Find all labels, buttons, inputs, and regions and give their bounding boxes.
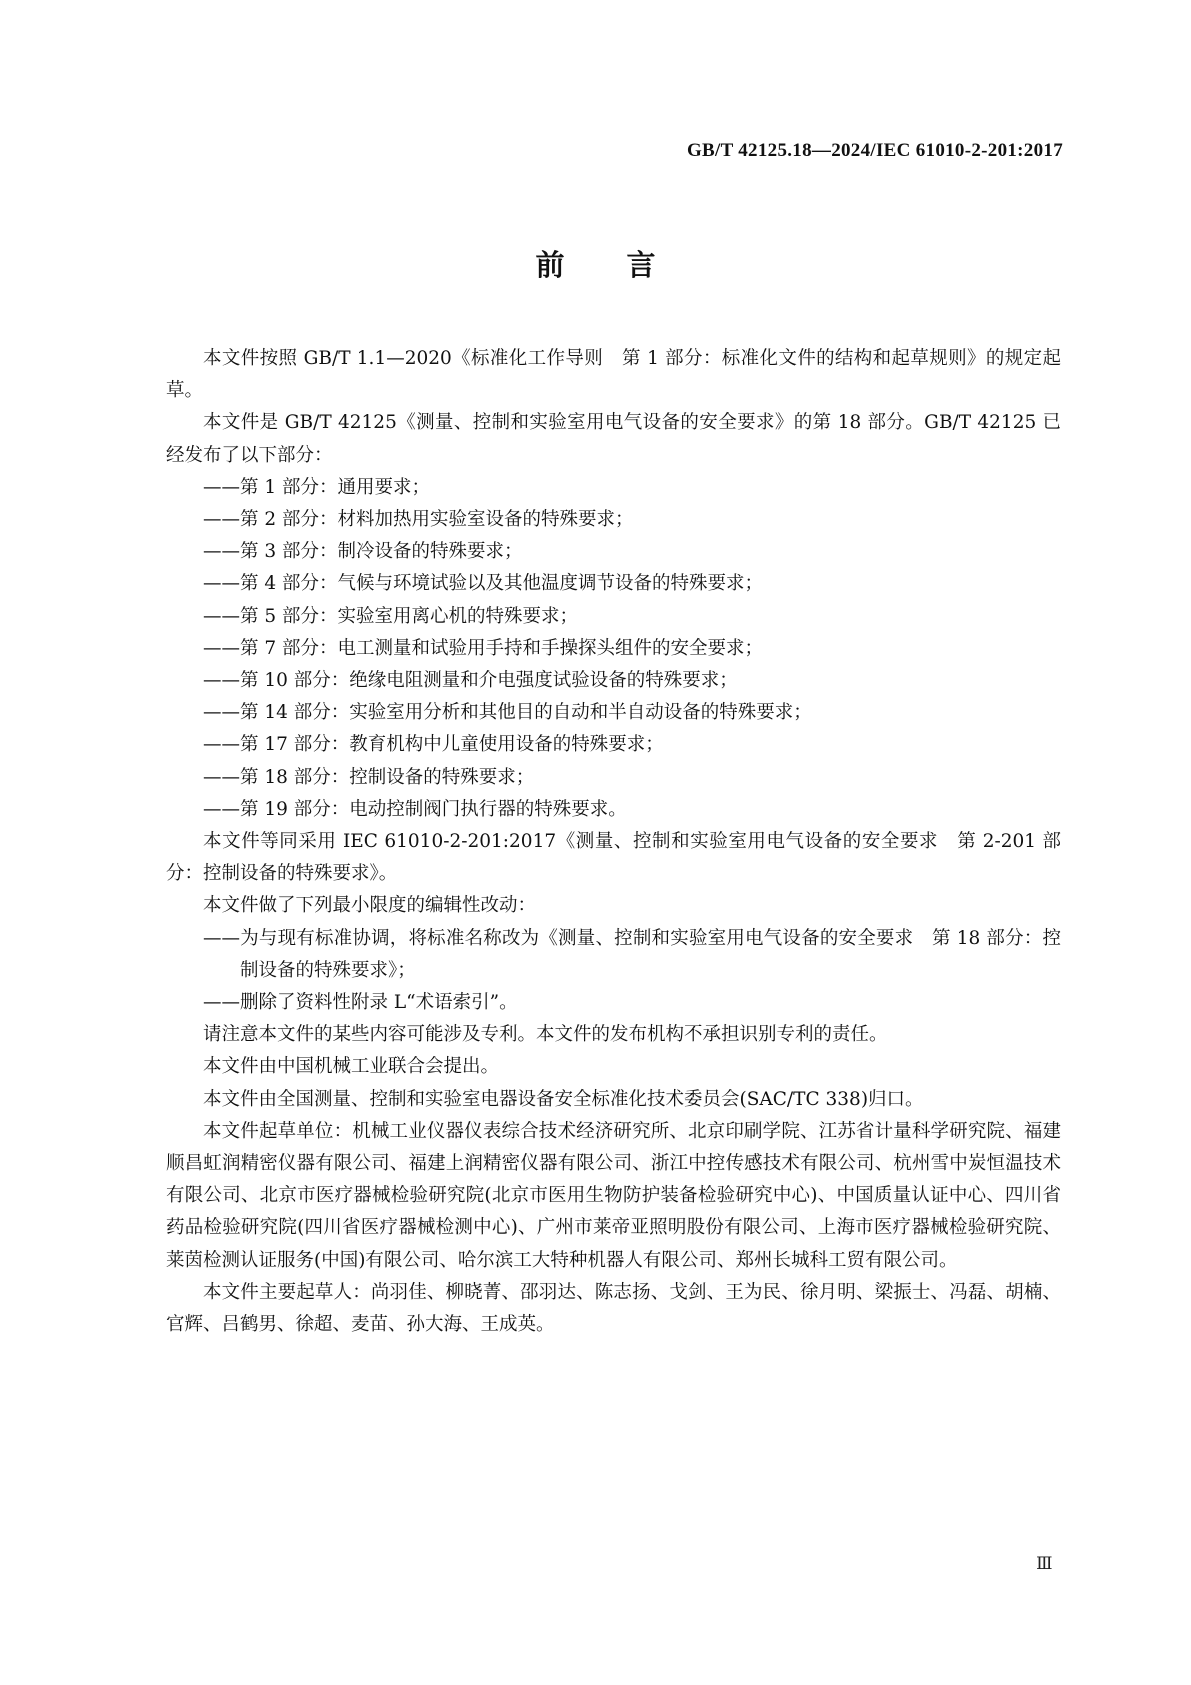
list-item: ——删除了资料性附录 L“术语索引”。 — [203, 992, 518, 1014]
paragraph-drafting-rules: 本文件按照 GB/T 1.1—2020《标准化工作导则 第 1 部分：标准化文件的结构和起草规则》的规定起草。 — [166, 348, 1061, 402]
list-item: ——第 1 部分：通用要求； — [203, 476, 431, 498]
standard-code: GB/T 42125.18—2024/IEC 61010-2-201:2017 — [686, 140, 1063, 161]
paragraph-iec-adoption: 本文件等同采用 IEC 61010-2-201:2017《测量、控制和实验室用电气设备的安全要求 第 2-201 部分：控制设备的特殊要求》。 — [166, 831, 1061, 885]
paragraph-technical-committee: 本文件由全国测量、控制和实验室电器设备安全标准化技术委员会(SAC/TC 338)归口。 — [203, 1088, 924, 1110]
page-number: Ⅲ — [1036, 1554, 1053, 1573]
list-item: ——第 5 部分：实验室用离心机的特殊要求； — [203, 605, 579, 627]
editorial-changes-list — [166, 923, 1061, 1020]
list-item: ——第 3 部分：制冷设备的特殊要求； — [203, 541, 523, 563]
list-item: ——第 2 部分：材料加热用实验室设备的特殊要求； — [203, 509, 634, 531]
published-parts-list — [166, 472, 1061, 826]
list-item: ——第 18 部分：控制设备的特殊要求； — [203, 766, 535, 788]
list-item: ——第 17 部分：教育机构中儿童使用设备的特殊要求； — [203, 734, 664, 756]
paragraph-proposer: 本文件由中国机械工业联合会提出。 — [203, 1056, 500, 1078]
page-title: 前言 — [535, 248, 718, 282]
list-item: ——第 4 部分：气候与环境试验以及其他温度调节设备的特殊要求； — [203, 573, 764, 595]
paragraph-series-intro: 本文件是 GB/T 42125《测量、控制和实验室用电气设备的安全要求》的第 18 部分。GB/T 42125 已经发布了以下部分： — [166, 412, 1061, 466]
list-item: ——第 10 部分：绝缘电阻测量和介电强度试验设备的特殊要求； — [203, 670, 738, 692]
list-item: ——第 19 部分：电动控制阀门执行器的特殊要求。 — [203, 798, 627, 820]
list-item: ——第 7 部分：电工测量和试验用手持和手操探头组件的安全要求； — [203, 637, 764, 659]
list-item: ——为与现有标准协调，将标准名称改为《测量、控制和实验室用电气设备的安全要求 第 18 部分：控制设备的特殊要求》； — [203, 927, 1061, 981]
paragraph-patent-notice: 请注意本文件的某些内容可能涉及专利。本文件的发布机构不承担识别专利的责任。 — [203, 1024, 888, 1046]
paragraph-drafting-organizations: 本文件起草单位：机械工业仪器仪表综合技术经济研究所、北京印刷学院、江苏省计量科学研究院、福建顺昌虹润精密仪器有限公司、福建上润精密仪器有限公司、浙江中控传感技术有限公司、杭州雪中炭恒温技术有限公司、北京市医疗器械检验研究院(北京市医用生物防护装备检验研究中心)、中国质量认证中心、四川省药品检验研究院(四川省医疗器械检测中心)、广州市莱帝亚照明股份有限公司、上海市医疗器械检验研究院、莱茵检测认证服务(中国)有限公司、哈尔滨工大特种机器人有限公司、郑州长城科工贸有限公司。 — [166, 1120, 1061, 1271]
list-item: ——第 14 部分：实验室用分析和其他目的自动和半自动设备的特殊要求； — [203, 702, 812, 724]
foreword-body — [166, 343, 1061, 1341]
paragraph-editorial-changes: 本文件做了下列最小限度的编辑性改动： — [203, 895, 537, 917]
paragraph-drafters: 本文件主要起草人：尚羽佳、柳晓菁、邵羽达、陈志扬、戈剑、王为民、徐月明、梁振士、冯磊、胡楠、官辉、吕鹤男、徐超、麦苗、孙大海、王成英。 — [166, 1281, 1061, 1336]
